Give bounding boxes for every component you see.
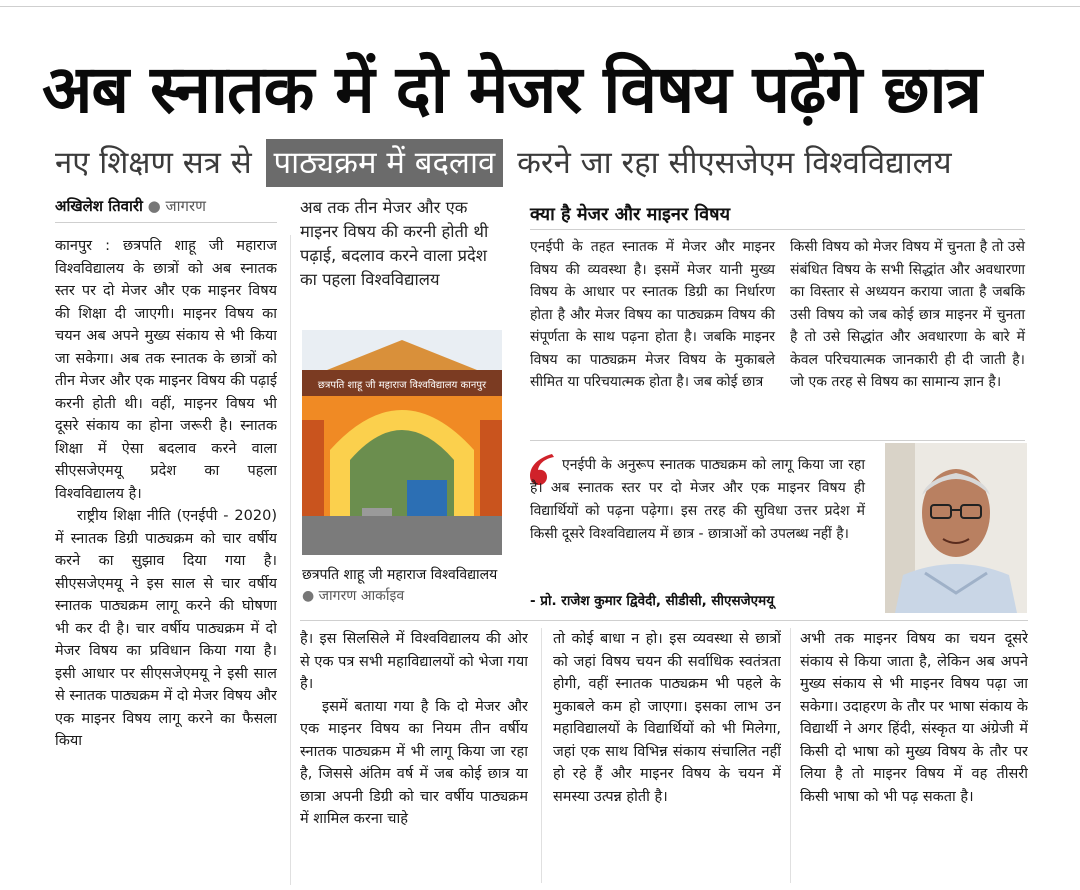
quote-text (530, 454, 865, 546)
bullet-dot: ● (147, 197, 161, 215)
column-divider (790, 628, 791, 883)
article-column-1 (55, 235, 277, 885)
subhead-highlight: पाठ्यक्रम में बदलाव (266, 139, 504, 187)
subheadline (55, 137, 1055, 189)
top-rule (0, 6, 1080, 7)
box-column-a: एनईपी के तहत स्नातक में मेजर और माइनर विषय की व्यवस्था है। इसमें मेजर यानी मुख्य विषय के आधार पर स्नातक डिग्री का निर्धारण होता है और मेजर विषय का पाठ्यक्रम विषय की संपूर्णता के साथ पढ़ना होता है। जबकि माइनर विषय का पाठ्यक्रम मेजर विषय के मुकाबले सीमित या परिचयात्मक होता है। जब कोई छात्र (530, 239, 775, 390)
column-divider (290, 235, 291, 885)
caption-agency: जागरण आर्काइव (318, 588, 405, 604)
byline-agency: जागरण (165, 197, 206, 215)
gate-illustration (302, 330, 502, 555)
box-column-b: किसी विषय को मेजर विषय में चुनता है तो उसे संबंधित विषय के सभी सिद्धांत और अवधारणा का विस्तार से अध्ययन कराया जाता है जबकि उसी विषय को जब कोई छात्र माइनर में चुनता है तो उसे सिद्धांत और अवधारणा के बारे में केवल परिचयात्मक जानकारी ही दी जाती है। जो एक तरह से विषय का सामान्य ज्ञान है। (790, 239, 1025, 390)
byline-rule (55, 222, 277, 223)
headline: अब स्नातक में दो मेजर विषय पढ़ेंगे छात्र (42, 51, 982, 128)
professor-portrait (885, 443, 1027, 613)
quote-attribution: - प्रो. राजेश कुमार द्विवेदी, सीडीसी, सीएसजेएमयू (530, 593, 775, 609)
quote-top-rule (530, 440, 1025, 441)
byline (55, 196, 206, 216)
subhead-after: करने जा रहा सीएसजेएम विश्वविद्यालय (517, 145, 952, 181)
photo-caption (302, 565, 512, 607)
caption-text: छत्रपति शाहू जी महाराज विश्वविद्यालय (302, 567, 498, 583)
box-title: क्या है मेजर और माइनर विषय (530, 204, 731, 225)
pull-quote: अब तक तीन मेजर और एक माइनर विषय की करनी होती थी पढ़ाई, बदलाव करने वाला प्रदेश का पहला विश्वविद्यालय (300, 198, 489, 289)
article-column-4: अभी तक माइनर विषय का चयन दूसरे संकाय से किया जाता है, लेकिन अब अपने मुख्य संकाय से भी माइनर विषय पढ़ा जा सकेगा। उदाहरण के तौर पर भाषा संकाय के विद्यार्थी ने अगर हिंदी, संस्कृत या अंग्रेजी में किसी दो भाषा को मुख्य विषय के तौर पर लिया है तो माइनर विषय में वह तीसरी किसी भाषा को भी पढ़ सकता है। (800, 631, 1028, 805)
paragraph: इसमें बताया गया है कि दो मेजर और एक माइनर विषय का नियम तीन वर्षीय स्नातक पाठ्यक्रम में भी लागू किया जा रहा है, जिससे अंतिम वर्ष में जब कोई छात्र या छात्रा अपनी डिग्री को चार वर्षीय पाठ्यक्रम में शामिल करना चाहे (300, 698, 528, 827)
article-column-3: तो कोई बाधा न हो। इस व्यवस्था से छात्रों को जहां विषय चयन की सर्वाधिक स्वतंत्रता होगी, वहीं स्नातक पाठ्यक्रम भी पहले के मुकाबले कम हो जाएगा। इसका लाभ उन महाविद्यालयों के विद्यार्थियों को भी मिलेगा, जहां एक साथ विभिन्न संकाय संचालित नहीं हो रहे हैं और माइनर विषय के चयन में समस्या उत्पन्न होती है। (553, 631, 781, 805)
subhead-before: नए शिक्षण सत्र से (55, 145, 252, 181)
byline-author: अखिलेश तिवारी (55, 197, 143, 215)
column-divider (541, 628, 542, 883)
quote-body: एनईपी के अनुरूप स्नातक पाठ्यक्रम को लागू किया जा रहा है। अब स्नातक स्तर पर दो मेजर और एक माइनर विषय ही विद्यार्थियों को पढ़ना पढ़ेगा। इस तरह की सुविधा उत्तर प्रदेश में किसी दूसरे विश्वविद्यालय में छात्र - छात्राओं को उपलब्ध नहीं है। (530, 457, 865, 542)
university-gate-photo (302, 330, 502, 555)
box-rule (530, 229, 1025, 230)
bullet-dot: ● (302, 588, 315, 604)
paragraph: है। इस सिलसिले में विश्वविद्यालय की ओर से एक पत्र सभी महाविद्यालयों को भेजा गया है। (300, 631, 528, 692)
article-column-2 (300, 628, 528, 888)
paragraph: राष्ट्रीय शिक्षा नीति (एनईपी - 2020) में स्नातक डिग्री पाठ्यक्रम को चार वर्षीय करने का सुझाव दिया गया है। सीएसजेएमयू ने इस साल से चार वर्षीय स्नातक पाठ्यक्रम लागू करने की घोषणा भी कर दी है। चार वर्षीय पाठ्यक्रम में दो मेजर विषय का प्रविधान किया गया है। इसी आधार पर सीएसजेएमयू ने इसी साल से स्नातक पाठ्यक्रम में दो मेजर विषय और एक माइनर विषय लागू करने का फैसला किया (55, 508, 277, 749)
gate-sign: छत्रपति शाहू जी महाराज विश्वविद्यालय कानपुर (317, 380, 487, 391)
lower-rule (300, 620, 1028, 621)
paragraph: कानपुर : छत्रपति शाहू जी महाराज विश्वविद्यालय के छात्रों को अब स्नातक स्तर पर दो मेजर और एक माइनर विषय की शिक्षा दी जाएगी। माइनर विषय का चयन अब अपने मुख्य संकाय से भी किया जा सकेगा। अब तक स्नातक के छात्रों को तीन मेजर और एक माइनर विषय की पढ़ाई करनी होती थी। वहीं, माइनर विषय भी दूसरे संकाय का होना जरूरी है। स्नातक शिक्षा में ऐसा बदलाव करने वाला सीएसजेएमयू प्रदेश का पहला विश्वविद्यालय है। (55, 238, 277, 502)
